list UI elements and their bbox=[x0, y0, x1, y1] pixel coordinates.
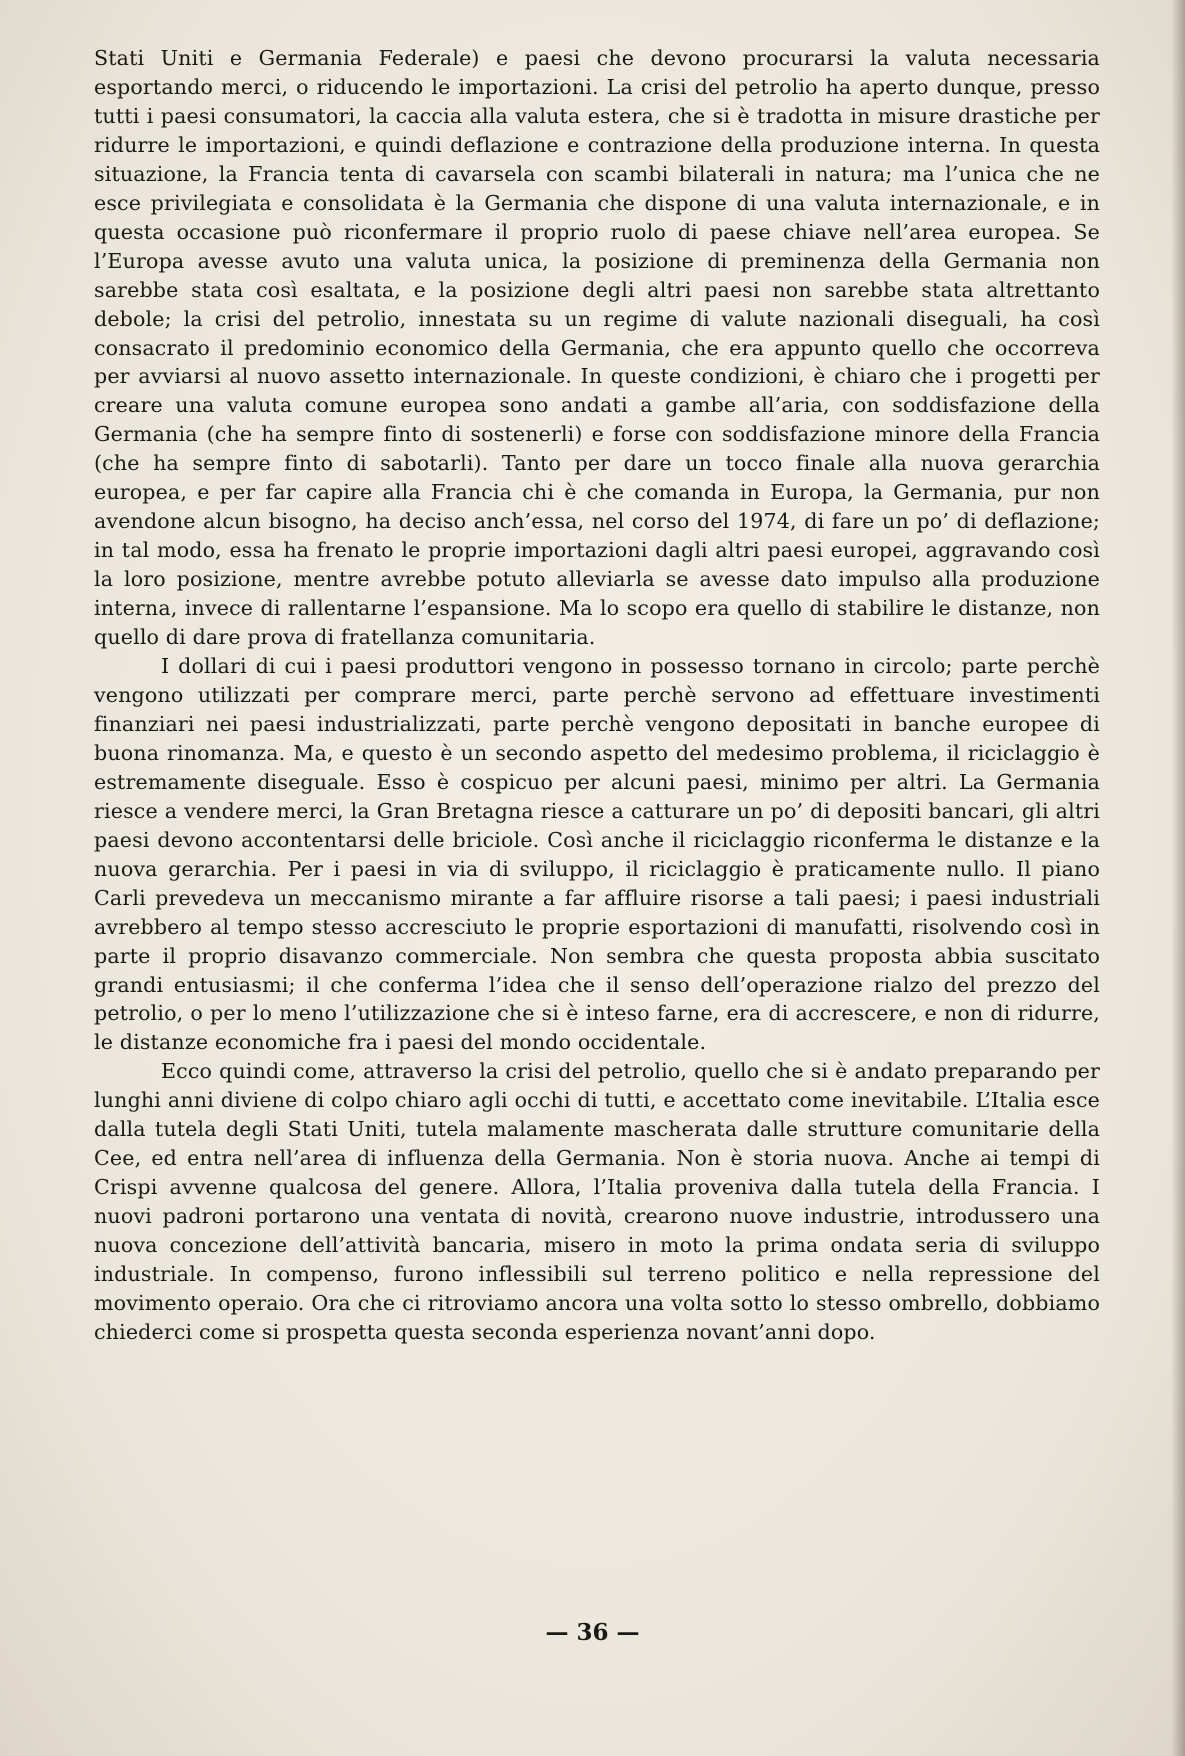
body-text bbox=[94, 44, 1100, 1347]
paragraph-3: Ecco quindi come, attraverso la crisi del petrolio, quello che si è andato preparando per lunghi anni diviene di colpo chiaro agli occhi di tutti, e accettato come inevitabile. L’Italia esce dalla tutela degli Stati Uniti, tutela malamente mascherata dalle strutture comunitarie della Cee, ed entra nell’area di influenza della Germania. Non è storia nuova. Anche ai tempi di Crispi avvenne qualcosa del genere. Allora, l’Italia proveniva dalla tutela della Francia. I nuovi padroni portarono una ventata di novità, crearono nuove industrie, introdussero una nuova concezione dell’attività bancaria, misero in moto la prima ondata seria di sviluppo industriale. In compenso, furono inflessibili sul terreno politico e nella repressione del movimento operaio. Ora che ci ritroviamo ancora una volta sotto lo stesso ombrello, dobbiamo chiederci come si prospetta questa seconda esperienza novant’anni dopo. bbox=[94, 1059, 1100, 1344]
page-number: — 36 — bbox=[545, 1619, 640, 1646]
page-edge-shadow bbox=[1171, 0, 1185, 1756]
paragraph-1: Stati Uniti e Germania Federale) e paesi che devono procurarsi la valuta necessaria esportando merci, o riducendo le importazioni. La crisi del petrolio ha aperto dunque, presso tutti i paesi consumatori, la caccia alla valuta estera, che si è tradotta in misure drastiche per ridurre le importazioni, e quindi deflazione e contrazione della produzione interna. In questa situazione, la Francia tenta di cavarsela con scambi bilaterali in natura; ma l’unica che ne esce privilegiata e consolidata è la Germania che dispone di una valuta internazionale, e in questa occasione può riconfermare il proprio ruolo di paese chiave nell’area europea. Se l’Europa avesse avuto una valuta unica, la posizione di preminenza della Germania non sarebbe stata così esaltata, e la posizione degli altri paesi non sarebbe stata altrettanto debole; la crisi del petrolio, innestata su un regime di valute nazionali diseguali, ha così consacrato il predominio economico della Germania, che era appunto quello che occorreva per avviarsi al nuovo assetto internazionale. In queste condizioni, è chiaro che i progetti per creare una valuta comune europea sono andati a gambe all’aria, con soddisfazione della Germania (che ha sempre finto di sostenerli) e forse con soddisfazione minore della Francia (che ha sempre finto di sabotarli). Tanto per dare un tocco finale alla nuova gerarchia europea, e per far capire alla Francia chi è che comanda in Europa, la Germania, pur non avendone alcun bisogno, ha deciso anch’essa, nel corso del 1974, di fare un po’ di deflazione; in tal modo, essa ha frenato le proprie importazioni dagli altri paesi europei, aggravando così la loro posizione, mentre avrebbe potuto alleviarla se avesse dato impulso alla produzione interna, invece di rallentarne l’espansione. Ma lo scopo era quello di stabilire le distanze, non quello di dare prova di fratellanza comunitaria. bbox=[94, 46, 1100, 650]
paragraph-2: I dollari di cui i paesi produttori vengono in possesso tornano in circolo; parte perchè vengono utilizzati per comprare merci, parte perchè servono ad effettuare investimenti finanziari nei paesi industrializzati, parte perchè vengono depositati in banche europee di buona rinomanza. Ma, e questo è un secondo aspetto del medesimo problema, il riciclaggio è estremamente diseguale. Esso è cospicuo per alcuni paesi, minimo per altri. La Germania riesce a vendere merci, la Gran Bretagna riesce a catturare un po’ di depositi bancari, gli altri paesi devono accontentarsi delle briciole. Così anche il riciclaggio riconferma le distanze e la nuova gerarchia. Per i paesi in via di sviluppo, il riciclaggio è praticamente nullo. Il piano Carli prevedeva un meccanismo mirante a far affluire risorse a tali paesi; i paesi industriali avrebbero al tempo stesso accresciuto le proprie esportazioni di manufatti, risolvendo così in parte il proprio disavanzo commerciale. Non sembra che questa proposta abbia suscitato grandi entusiasmi; il che conferma l’idea che il senso dell’operazione rialzo del prezzo del petrolio, o per lo meno l’utilizzazione che si è inteso farne, era di accrescere, e non di ridurre, le distanze economiche fra i paesi del mondo occidentale. bbox=[94, 654, 1100, 1055]
